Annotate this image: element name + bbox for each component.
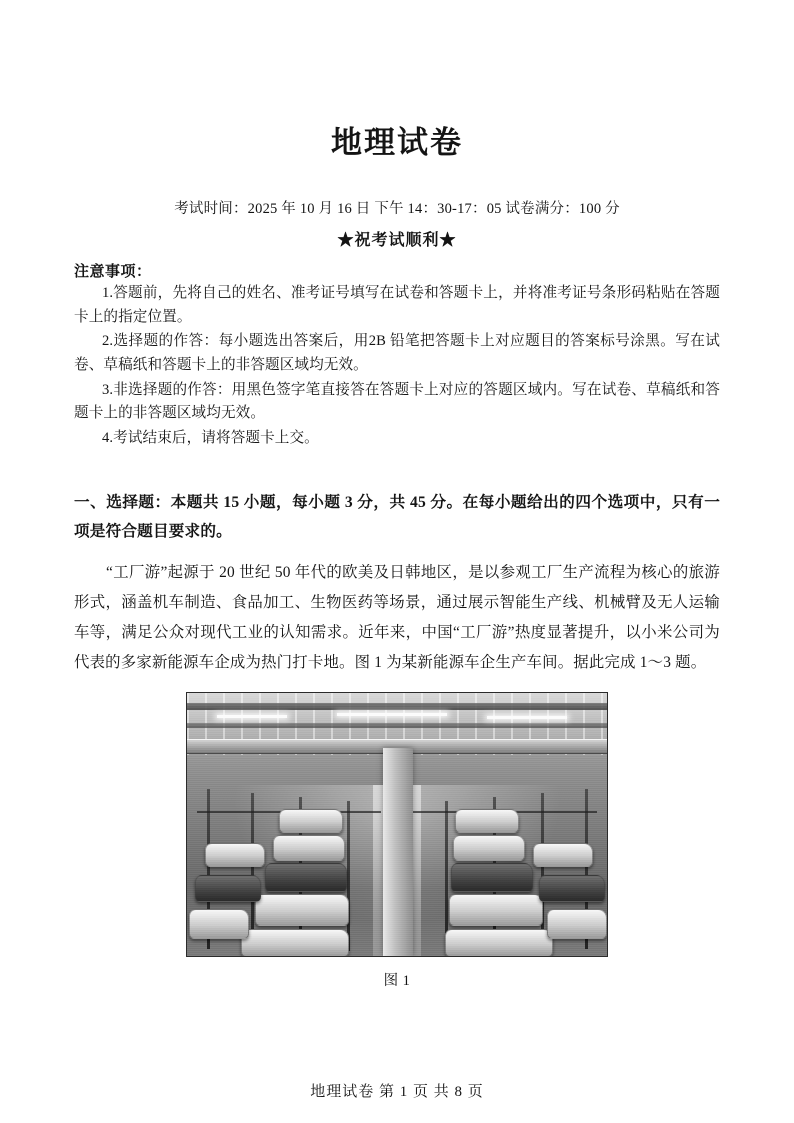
vehicle	[453, 835, 525, 861]
vehicle	[265, 863, 347, 892]
figure-block	[74, 692, 720, 990]
page-content	[74, 0, 720, 990]
vehicle	[255, 894, 349, 926]
vehicle	[189, 909, 249, 939]
good-luck-line: ★祝考试顺利★	[337, 232, 457, 250]
vehicle	[539, 875, 605, 902]
note-item: 1.答题前，先将自己的姓名、准考证号填写在试卷和答题卡上，并将准考证号条形码粘贴在答题卡上的指定位置。	[74, 285, 720, 325]
rack-post	[251, 793, 254, 951]
vehicle	[241, 929, 349, 957]
support-pillar	[383, 748, 413, 956]
vehicle	[455, 809, 519, 833]
vehicle	[279, 809, 343, 833]
rack-post	[541, 793, 544, 951]
vehicle	[273, 835, 345, 861]
vehicle	[451, 863, 533, 892]
ceiling-beam	[187, 703, 607, 710]
figure-caption: 图 1	[383, 973, 411, 990]
page-footer: 地理试卷 第 1 页 共 8 页	[310, 1084, 484, 1100]
page-title: 地理试卷	[331, 125, 463, 160]
factory-photo	[186, 692, 608, 957]
vehicle	[449, 894, 543, 926]
section-heading	[74, 489, 720, 547]
vehicle	[205, 843, 265, 867]
vehicle	[445, 929, 553, 957]
note-item: 3.非选择题的作答：用黑色签字笔直接答在答题卡上对应的答题区域内。写在试卷、草稿纸和答题卡上的非答题区域均无效。	[74, 381, 720, 422]
ceiling-beam	[187, 723, 607, 728]
section-description: 本题共 15 小题，每小题 3 分，共 45 分。在每小题给出的四个选项中，只有一项是符合题目要求的。	[74, 493, 721, 540]
vehicle	[533, 843, 593, 867]
ceiling-lamp	[217, 715, 287, 718]
note-item: 2.选择题的作答：每小题选出答案后，用2B 铅笔把答题卡上对应题目的答案标号涂黑。写在试卷、草稿纸和答题卡上的非答题区域均无效。	[74, 333, 720, 374]
rack-post	[347, 801, 350, 951]
vehicle	[195, 875, 261, 902]
notes-heading: 注意事项：	[74, 264, 152, 281]
note-item: 4.考试结束后，请将答题卡上交。	[102, 430, 319, 447]
exam-info-line: 考试时间：2025 年 10 月 16 日 下午 14：30-17：05 试卷满分：100 分	[174, 201, 620, 218]
passage-paragraph: “工厂游”起源于 20 世纪 50 年代的欧美及日韩地区，是以参观工厂生产流程为核心的旅游形式，涵盖机车制造、食品加工、生物医药等场景，通过展示智能生产线、机械臂及无人运输车等，满足公众对现代工业的认知需求。近年来，中国“工厂游”热度显著提升，以小米公司为代表的多家新能源车企成为热门打卡地。图 1 为某新能源车企生产车间。据此完成 1～3 题。	[74, 564, 720, 672]
ceiling-lamp	[487, 716, 567, 719]
ceiling-lamp	[337, 713, 447, 716]
section-label: 一、选择题：	[74, 493, 171, 511]
vehicle	[547, 909, 607, 939]
